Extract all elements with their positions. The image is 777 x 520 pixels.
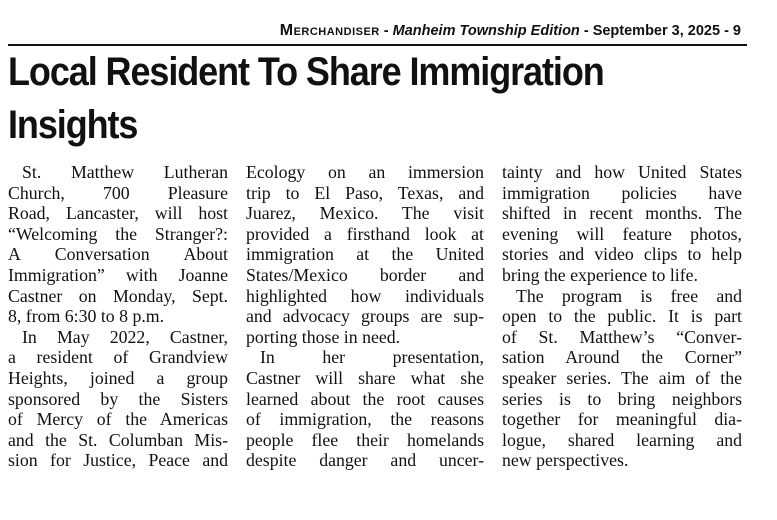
header-separator: - [379,23,393,39]
headline-line: Insights [8,103,138,147]
date-page: September 3, 2025 - 9 [592,23,741,39]
text-line: immigration at the United [246,244,484,265]
text-line: logue, shared learning and [502,429,742,450]
text-line: Ecology on an immersion [246,162,484,182]
article-column-2 [246,162,484,471]
text-line: series is to bring neighbors [502,388,742,409]
text-line: A Conversation About [8,244,228,265]
page-header [280,22,741,40]
text-line: highlighted how individuals [246,285,484,306]
text-line: Road, Lancaster, will host [8,203,228,224]
text-line: despite danger and uncer- [246,450,484,471]
text-line: of Mercy of the Americas [8,409,228,430]
text-line: Juarez, Mexico. The visit [246,203,484,224]
text-line: sation Around the Corner” [502,347,742,368]
text-line: people flee their homelands [246,429,484,450]
text-line: States/Mexico border and [246,264,484,285]
text-line: sion for Justice, Peace and [8,450,228,471]
text-line: evening will feature photos, [502,223,742,244]
text-line: new perspectives. [502,450,629,471]
headline-line: Local Resident To Share Immigration [8,50,604,94]
text-line: St. Matthew Lutheran [22,162,228,182]
text-line: In her presentation, [260,347,484,368]
header-separator: - [579,23,593,39]
text-line: sponsored by the Sisters [8,388,228,409]
text-line: and advocacy groups are sup- [246,306,484,327]
text-line: shifted in recent months. The [502,203,742,224]
text-line: trip to El Paso, Texas, and [246,182,484,203]
text-line: learned about the root causes [246,388,484,409]
text-line: Heights, joined a group [8,367,228,388]
edition-name: Manheim Township Edition [392,23,580,39]
text-line: “Welcoming the Stranger?: [8,223,228,244]
text-line: of immigration, the reasons [246,409,484,430]
text-line: The program is free and [516,285,742,306]
text-line: Castner will share what she [246,367,484,388]
text-line: In May 2022, Castner, [22,326,228,347]
text-line: Castner on Monday, Sept. [8,285,228,306]
text-line: speaker series. The aim of the [502,367,742,388]
text-line: open to the public. It is part [502,306,742,327]
text-line: 8, from 6:30 to 8 p.m. [8,306,165,327]
text-line: immigration policies have [502,182,742,203]
text-line: of St. Matthew’s “Conver- [502,326,742,347]
article-headline [8,46,656,152]
article-column-1 [8,162,228,471]
text-line: bring the experience to life. [502,264,699,285]
text-line: tainty and how United States [502,162,742,182]
publication-name: Merchandiser [279,22,380,39]
text-line: together for meaningful dia- [502,409,742,430]
text-line: stories and video clips to help [502,244,742,265]
article-column-3 [502,162,742,471]
text-line: porting those in need. [246,326,401,347]
text-line: and the St. Columban Mis- [8,429,228,450]
text-line: Church, 700 Pleasure [8,182,228,203]
text-line: provided a firsthand look at [246,223,484,244]
text-line: Immigration” with Joanne [8,264,228,285]
text-line: a resident of Grandview [8,347,228,368]
